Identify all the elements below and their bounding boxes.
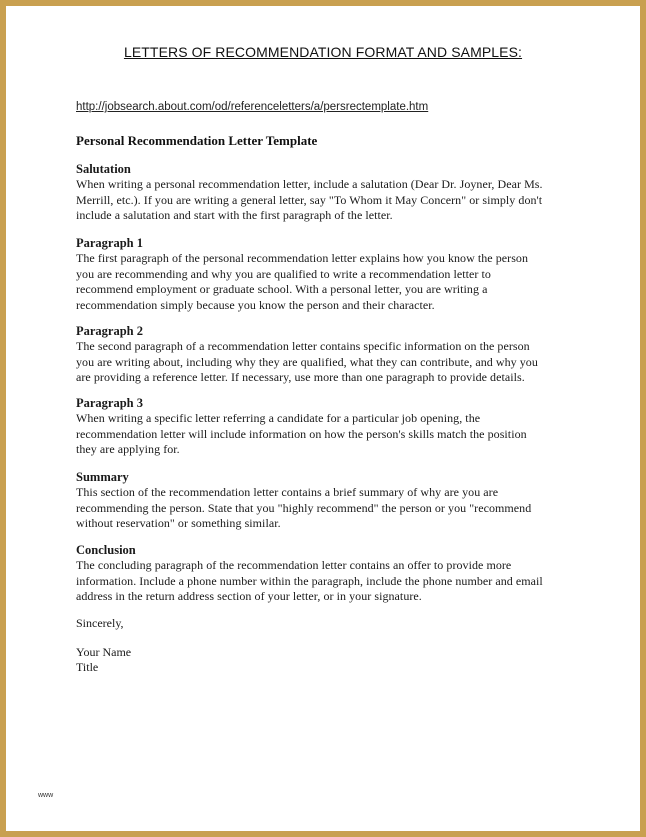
- body-line: information. Include a phone number within the paragraph, include the phone number and email: [76, 573, 543, 588]
- body-line: When writing a personal recommendation letter, include a salutation (Dear Dr. Joyner, Dear Ms.: [76, 177, 543, 191]
- body-line: recommending the person. State that you "highly recommend" the person or you "recommend: [76, 500, 532, 515]
- body-line: are providing a reference letter. If necessary, use more than one paragraph to provide details.: [76, 370, 525, 384]
- section-paragraph-1: [76, 236, 576, 313]
- section-heading: Conclusion: [76, 543, 136, 557]
- source-url-link[interactable]: http://jobsearch.about.com/od/referenceletters/a/persrectemplate.htm: [76, 101, 429, 113]
- template-title: Personal Recommendation Letter Template: [76, 133, 318, 148]
- section-salutation: [76, 162, 576, 224]
- signature-block: [76, 645, 131, 675]
- section-conclusion: [76, 543, 576, 605]
- body-line: you are writing about, including why they are qualified, what they can contribute, and why you: [76, 354, 538, 369]
- body-line: recommendation letter will include information on how the person's skills match the position: [76, 426, 527, 441]
- body-line: you are recommending and why you are qualified to write a recommendation letter to: [76, 266, 491, 281]
- section-heading: Paragraph 1: [76, 236, 144, 250]
- body-line: The concluding paragraph of the recommendation letter contains an offer to provide more: [76, 558, 512, 572]
- section-heading: Paragraph 3: [76, 396, 144, 410]
- body-line: recommend employment or graduate school. With a personal letter, you are writing a: [76, 282, 488, 296]
- closing-line: Sincerely,: [76, 616, 124, 630]
- body-line: without reservation" or something similar.: [76, 516, 281, 530]
- body-line: they are applying for.: [76, 442, 180, 456]
- body-line: include a salutation and start with the first paragraph of the letter.: [76, 208, 393, 222]
- body-line: When writing a specific letter referring a candidate for a particular job opening, the: [76, 411, 481, 425]
- body-line: This section of the recommendation letter contains a brief summary of why are you are: [76, 485, 499, 499]
- section-heading: Salutation: [76, 162, 131, 176]
- body-line: recommendation simply because you know the person and their character.: [76, 297, 435, 312]
- body-line: The second paragraph of a recommendation letter contains specific information on the person: [76, 339, 530, 353]
- section-heading: Paragraph 2: [76, 324, 144, 338]
- signature-name: Your Name: [76, 645, 132, 659]
- section-paragraph-2: [76, 324, 576, 386]
- body-line: address in the return address section of your letter, or in your signature.: [76, 589, 422, 603]
- footer-watermark: www: [38, 792, 54, 799]
- body-line: Merrill, etc.). If you are writing a general letter, say "To Whom it May Concern" or simply don't: [76, 192, 543, 207]
- body-line: The first paragraph of the personal recommendation letter explains how you know the person: [76, 251, 529, 265]
- section-summary: [76, 470, 576, 532]
- signature-title: Title: [76, 660, 99, 674]
- page-title: LETTERS OF RECOMMENDATION FORMAT AND SAMPLES:: [123, 44, 523, 60]
- section-heading: Summary: [76, 470, 129, 484]
- section-paragraph-3: [76, 396, 576, 458]
